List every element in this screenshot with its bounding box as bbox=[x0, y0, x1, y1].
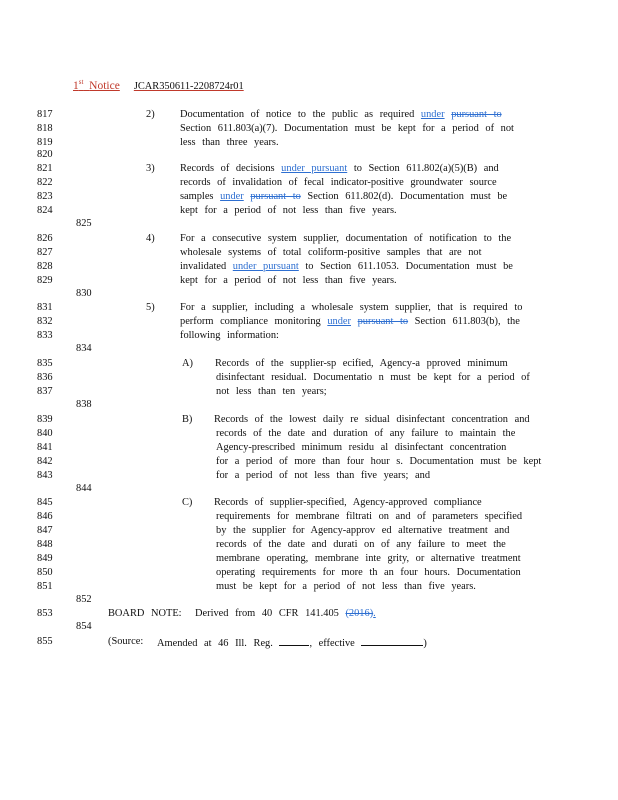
line-text: invalidated under pursuant to Section 611.1053. Documentation must be bbox=[180, 261, 513, 272]
line-text: records of the date and durati on of any failure to meet the bbox=[216, 539, 506, 550]
line-text: records of the date and duration of any failure to maintain the bbox=[216, 428, 516, 439]
document-code: JCAR350611-2208724r01 bbox=[133, 80, 244, 92]
item-number: 3) bbox=[146, 163, 155, 174]
line-text: records of invalidation of fecal indicator-positive groundwater source bbox=[180, 177, 497, 188]
inserted-text: under pursuant bbox=[281, 163, 348, 174]
line-text: Records of supplier-specified, Agency-approved compliance bbox=[214, 497, 482, 508]
line-text: wholesale systems of total coliform-positive samples that are not bbox=[180, 247, 482, 258]
board-note-text: Derived from 40 CFR 141.405 (2016). bbox=[195, 608, 376, 619]
line-text: samples under pursuant to Section 611.802(d). Documentation must be bbox=[180, 191, 508, 202]
item-number: C) bbox=[182, 497, 193, 508]
line-text: Section 611.803(a)(7). Documentation must be kept for a period of not bbox=[180, 123, 514, 134]
line-text: not less than ten years; bbox=[216, 386, 327, 397]
line-text: disinfectant residual. Documentatio n must be kept for a period of bbox=[216, 372, 530, 383]
line-text: kept for a period of not less than five years. bbox=[180, 205, 397, 216]
line-text: Documentation of notice to the public as required under pursuant to bbox=[180, 109, 502, 120]
item-number: 4) bbox=[146, 233, 155, 244]
inserted-text: under pursuant bbox=[232, 261, 299, 272]
source-label: (Source: bbox=[108, 636, 144, 647]
item-number: 5) bbox=[146, 302, 155, 313]
line-text: Records of the lowest daily re sidual disinfectant concentration and bbox=[214, 414, 530, 425]
page-header bbox=[73, 78, 244, 92]
blank-volume bbox=[279, 635, 309, 646]
line-text: For a supplier, including a wholesale system supplier, that is required to bbox=[180, 302, 523, 313]
line-text: Agency-prescribed minimum residu al disinfectant concentration bbox=[216, 442, 507, 453]
line-text: perform compliance monitoring under pursuant to Section 611.803(b), the bbox=[180, 316, 520, 327]
notice-label: 1st Notice bbox=[73, 78, 120, 92]
line-text: Records of decisions under pursuant to Section 611.802(a)(5)(B) and bbox=[180, 163, 499, 174]
line-text: following information: bbox=[180, 330, 279, 341]
line-text: kept for a period of not less than five years. bbox=[180, 275, 397, 286]
blank-effective-date bbox=[361, 635, 423, 646]
item-number: 2) bbox=[146, 109, 155, 120]
inserted-text: under bbox=[220, 191, 244, 202]
item-number: A) bbox=[182, 358, 193, 369]
line-text: membrane operating, membrane inte grity, or alternative treatment bbox=[216, 553, 521, 564]
line-text: less than three years. bbox=[180, 137, 279, 148]
item-number: B) bbox=[182, 414, 193, 425]
deleted-text: pursuant to bbox=[250, 191, 301, 202]
deleted-text: (2016) bbox=[345, 608, 374, 619]
source-text: Amended at 46 Ill. Reg. , effective ) bbox=[157, 635, 427, 651]
inserted-text: under bbox=[420, 109, 445, 120]
line-text: for a period of not less than five years; and bbox=[216, 470, 431, 481]
line-text: For a consecutive system supplier, documentation of notification to the bbox=[180, 233, 512, 244]
inserted-text: under bbox=[327, 316, 351, 327]
line-text: Records of the supplier-sp ecified, Agency-a pproved minimum bbox=[215, 358, 508, 369]
line-text: by the supplier for Agency-approv ed alternative treatment and bbox=[216, 525, 510, 536]
deleted-text: pursuant to bbox=[451, 109, 502, 120]
line-text: requirements for membrane filtrati on and of parameters specified bbox=[216, 511, 523, 522]
board-note-label: BOARD NOTE: bbox=[108, 608, 182, 619]
line-text: must be kept for a period of not less than five years. bbox=[216, 581, 476, 592]
line-text: operating requirements for more th an four hours. Documentation bbox=[216, 567, 521, 578]
deleted-text: pursuant to bbox=[357, 316, 409, 327]
line-text: for a period of more than four hour s. Documentation must be kept bbox=[216, 456, 542, 467]
